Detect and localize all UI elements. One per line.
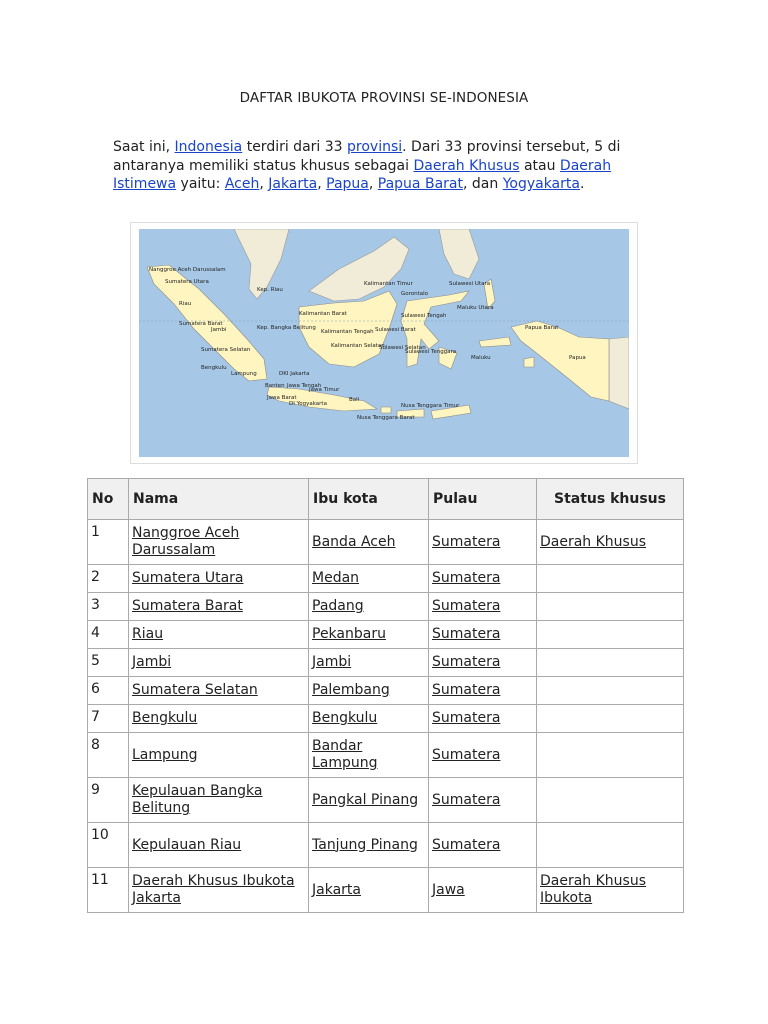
cell-status (537, 868, 684, 913)
cell-pulau (429, 677, 537, 705)
intro-text: , (317, 176, 327, 192)
cell-ibukota (309, 823, 429, 868)
map-label: Bali (349, 397, 360, 403)
cell-pulau (429, 705, 537, 733)
cell-ibukota-link[interactable]: Bandar Lampung (312, 738, 378, 771)
indonesia-province-map[interactable] (130, 222, 638, 464)
cell-ibukota-link[interactable]: Bengkulu (312, 710, 378, 726)
map-label: Sulawesi Tengah (401, 313, 447, 319)
table-row (88, 565, 684, 593)
map-label: Maluku (471, 355, 491, 361)
cell-ibukota (309, 868, 429, 913)
cell-no: 4 (88, 621, 129, 649)
map-label: Jawa Barat (267, 395, 297, 401)
cell-nama-link[interactable]: Kepulauan Riau (132, 836, 242, 853)
map-label: Papua Barat (525, 325, 559, 331)
cell-pulau (429, 520, 537, 565)
intro-text: Saat ini, (113, 139, 175, 155)
cell-nama-link[interactable]: Lampung (132, 746, 198, 763)
map-label: Bengkulu (201, 365, 227, 371)
cell-pulau-link[interactable]: Sumatera (432, 710, 501, 726)
cell-ibukota-link[interactable]: Medan (312, 570, 360, 586)
cell-pulau-link[interactable]: Sumatera (432, 746, 501, 763)
table-row (88, 649, 684, 677)
cell-ibukota (309, 733, 429, 778)
intro-text: . (579, 176, 585, 192)
table-header-row (88, 479, 684, 520)
cell-nama-link[interactable]: Kepulauan Bangka Belitung (132, 783, 263, 816)
cell-nama (129, 778, 309, 823)
map-label: Sumatera Utara (165, 279, 209, 285)
map-image (139, 229, 629, 457)
intro-text: , (259, 176, 269, 192)
cell-no: 1 (88, 520, 129, 565)
cell-nama (129, 649, 309, 677)
cell-nama-link[interactable]: Nanggroe Aceh Darussalam (132, 525, 240, 558)
cell-pulau-link[interactable]: Jawa (432, 881, 465, 898)
cell-pulau-link[interactable]: Sumatera (432, 598, 501, 614)
cell-pulau (429, 823, 537, 868)
cell-status (537, 593, 684, 621)
cell-ibukota (309, 520, 429, 565)
map-label: Maluku Utara (457, 305, 494, 311)
cell-pulau-link[interactable]: Sumatera (432, 626, 501, 642)
header-pulau: Pulau (429, 479, 537, 520)
cell-pulau (429, 778, 537, 823)
cell-ibukota-link[interactable]: Pangkal Pinang (312, 791, 419, 808)
map-label: Kep. Riau (257, 287, 283, 293)
link-provinsi[interactable]: provinsi (347, 139, 403, 155)
cell-nama (129, 705, 309, 733)
table-row (88, 705, 684, 733)
cell-pulau-link[interactable]: Sumatera (432, 533, 501, 550)
map-label: Nanggroe Aceh Darussalam (149, 267, 226, 273)
cell-pulau (429, 565, 537, 593)
cell-no: 8 (88, 733, 129, 778)
cell-nama (129, 593, 309, 621)
cell-status (537, 823, 684, 868)
map-label: Gorontalo (401, 291, 429, 297)
link-papua-barat[interactable]: Papua Barat (377, 176, 463, 192)
cell-status (537, 649, 684, 677)
table-row (88, 778, 684, 823)
cell-nama (129, 733, 309, 778)
intro-text: atau (519, 157, 560, 174)
cell-ibukota (309, 705, 429, 733)
cell-pulau-link[interactable]: Sumatera (432, 836, 501, 853)
map-label: Jawa Tengah (287, 383, 322, 389)
cell-pulau (429, 733, 537, 778)
cell-pulau (429, 621, 537, 649)
intro-text: terdiri dari 33 (242, 139, 348, 155)
cell-ibukota-link[interactable]: Tanjung Pinang (312, 836, 418, 853)
table-row (88, 823, 684, 868)
table-row (88, 621, 684, 649)
cell-status (537, 705, 684, 733)
cell-ibukota-link[interactable]: Banda Aceh (312, 533, 396, 550)
cell-pulau (429, 593, 537, 621)
map-label: Sulawesi Selatan (379, 345, 426, 351)
cell-status-link[interactable]: Daerah Khusus (540, 533, 647, 550)
cell-ibukota (309, 778, 429, 823)
cell-pulau-link[interactable]: Sumatera (432, 791, 501, 808)
map-label: Sumatera Barat (179, 321, 223, 327)
cell-no: 7 (88, 705, 129, 733)
link-daerah-khusus[interactable]: Daerah Khusus (413, 157, 520, 174)
table-row (88, 520, 684, 565)
link-aceh[interactable]: Aceh (224, 176, 260, 192)
table-row (88, 868, 684, 913)
link-papua[interactable]: Papua (326, 176, 369, 192)
map-label: Banten (265, 383, 285, 389)
cell-ibukota (309, 677, 429, 705)
cell-ibukota (309, 593, 429, 621)
cell-status (537, 520, 684, 565)
cell-ibukota-link[interactable]: Palembang (312, 682, 390, 698)
cell-nama-link[interactable]: Sumatera Utara (132, 570, 244, 586)
header-no: No (88, 479, 129, 520)
cell-nama (129, 823, 309, 868)
cell-pulau-link[interactable]: Sumatera (432, 654, 501, 670)
intro-text: , (368, 176, 378, 192)
map-label: Kalimantan Selatan (331, 343, 385, 349)
cell-nama (129, 621, 309, 649)
cell-nama (129, 520, 309, 565)
table-row (88, 677, 684, 705)
cell-pulau (429, 649, 537, 677)
map-label: Nusa Tenggara Timur (401, 403, 460, 409)
header-status: Status khusus (537, 479, 684, 520)
cell-pulau-link[interactable]: Sumatera (432, 570, 501, 586)
map-label: Kalimantan Timur (364, 281, 413, 287)
cell-no: 11 (88, 868, 129, 913)
cell-no: 5 (88, 649, 129, 677)
cell-pulau-link[interactable]: Sumatera (432, 682, 501, 698)
map-label: Sumatera Selatan (201, 347, 251, 353)
cell-nama-link[interactable]: Daerah Khusus Ibukota Jakarta (132, 873, 295, 906)
map-png (609, 337, 629, 409)
cell-pulau (429, 868, 537, 913)
cell-no: 2 (88, 565, 129, 593)
table-body (88, 520, 684, 913)
intro-text: . Dari 33 provinsi tersebut, 5 di antaranya memiliki status khusus sebagai (113, 139, 621, 174)
map-label: Nusa Tenggara Barat (357, 415, 415, 421)
cell-status (537, 677, 684, 705)
map-label: Kep. Bangka Belitung (257, 325, 316, 331)
cell-ibukota (309, 649, 429, 677)
intro-text: yaitu: (176, 176, 225, 192)
map-label: Riau (179, 301, 192, 307)
page-title: DAFTAR IBUKOTA PROVINSI SE-INDONESIA (239, 90, 529, 106)
link-yogyakarta[interactable]: Yogyakarta (502, 176, 580, 192)
cell-nama-link[interactable]: Sumatera Barat (132, 598, 243, 614)
cell-ibukota-link[interactable]: Jakarta (312, 881, 361, 898)
map-label: Sulawesi Tenggara (405, 349, 457, 355)
map-label: DKI Jakarta (279, 371, 310, 377)
link-jakarta[interactable]: Jakarta (268, 176, 318, 192)
cell-nama-link[interactable]: Riau (132, 626, 164, 642)
province-table (87, 478, 684, 913)
header-nama: Nama (129, 479, 309, 520)
intro-paragraph (113, 138, 673, 194)
cell-nama (129, 677, 309, 705)
cell-status (537, 621, 684, 649)
map-label: Sulawesi Barat (375, 327, 416, 333)
cell-nama-link[interactable]: Sumatera Selatan (132, 682, 258, 698)
cell-ibukota (309, 621, 429, 649)
map-label: Lampung (231, 371, 257, 377)
cell-ibukota-link[interactable]: Pekanbaru (312, 626, 386, 642)
table-row (88, 593, 684, 621)
cell-ibukota-link[interactable]: Padang (312, 598, 364, 614)
cell-nama-link[interactable]: Bengkulu (132, 710, 198, 726)
cell-no: 9 (88, 778, 129, 823)
map-label: DI Yogyakarta (289, 401, 327, 407)
cell-ibukota (309, 565, 429, 593)
cell-no: 6 (88, 677, 129, 705)
link-indonesia[interactable]: Indonesia (174, 139, 243, 155)
map-label: Jawa Timur (309, 387, 340, 393)
cell-status (537, 565, 684, 593)
map-label: Kalimantan Barat (299, 311, 347, 317)
cell-status-link[interactable]: Daerah Khusus Ibukota (540, 873, 647, 906)
cell-status (537, 733, 684, 778)
cell-no: 3 (88, 593, 129, 621)
map-label: Jambi (211, 327, 227, 333)
cell-no: 10 (88, 823, 129, 868)
map-label: Papua (569, 355, 586, 361)
intro-text: , dan (462, 176, 503, 192)
map-label: Sulawesi Utara (449, 281, 491, 287)
cell-nama (129, 565, 309, 593)
cell-status (537, 778, 684, 823)
header-ibukota: Ibu kota (309, 479, 429, 520)
cell-nama-link[interactable]: Jambi (132, 654, 172, 670)
map-label: Kalimantan Tengah (321, 329, 374, 335)
cell-ibukota-link[interactable]: Jambi (312, 654, 352, 670)
cell-nama (129, 868, 309, 913)
table-row (88, 733, 684, 778)
link-daerah-istimewa[interactable]: Daerah Istimewa (113, 157, 612, 192)
